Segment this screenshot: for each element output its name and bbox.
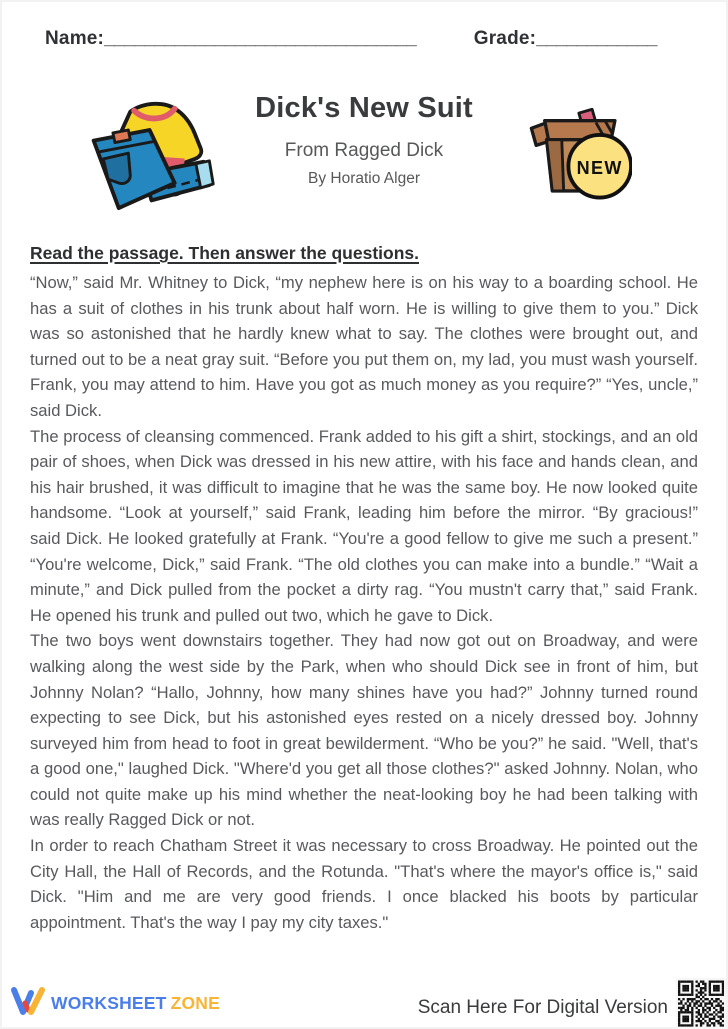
grade-field (474, 28, 657, 50)
clothes-bundle-icon (84, 98, 219, 221)
subtitle: From Ragged Dick (284, 140, 444, 161)
new-box-icon (520, 101, 632, 208)
new-badge-label: NEW (576, 157, 623, 178)
grade-label: Grade: (473, 28, 537, 49)
brand-worksheet: WORKSHEET (51, 993, 167, 1013)
byline: By Horatio Alger (308, 170, 420, 187)
name-line: _______________________________ (104, 28, 417, 49)
brand-zone: ZONE (170, 993, 220, 1013)
name-label: Name: (45, 28, 105, 49)
qr-code-svg (678, 980, 724, 1027)
name-field (45, 28, 416, 50)
footer (0, 975, 728, 1029)
grade-line: ____________ (536, 28, 657, 49)
passage-section (30, 243, 698, 935)
worksheetzone-w-icon (10, 985, 46, 1022)
name-grade-row (45, 28, 657, 50)
scan-text: Scan Here For Digital Version (417, 997, 668, 1018)
passage-paragraph-3: The two boys went downstairs together. They had now got out on Broadway, and were walking along the west side by the Park, when who should Dick see in front of him, but Johnny Nolan? “Hallo, Johnny, how many shines have you had?” Johnny turned round expecting to see Dick, but his astonished eyes rested on a nicely dressed boy. Johnny surveyed him from head to foot in great bewilderment. “Who be you?” he said. "Well, that's a good one," laughed Dick. "Where'd you get all those clothes?" asked Johnny. Nolan, who could not quite make up his mind whether the neat-looking boy he had been talking with was really Ragged Dick or not. (30, 631, 698, 830)
passage-paragraph-4: In order to reach Chatham Street it was necessary to cross Broadway. He pointed out the City Hall, the Hall of Records, and the Rotunda. "That's where the mayor's office is," said Dick. "Him and me are very good friends. I once blacked his boots by particular appointment. That's the way I pay my city taxes." (30, 836, 698, 932)
passage-paragraph-2: The process of cleansing commenced. Frank added to his gift a shirt, stockings, and an old pair of shoes, when Dick was dressed in his new attire, with his face and hands clean, and his hair brushed, it was difficult to imagine that he was the same boy. He now looked quite handsome. “Look at yourself,” said Frank, leading him before the mirror. “By gracious!” said Dick. He looked gratefully at Frank. “You're a good fellow to give me such a present.” “You're welcome, Dick,” said Frank. “The old clothes you can make into a bundle.” “Wait a minute,” and Dick pulled from the pocket a dirty rag. “You mustn't carry that,” said Frank. He opened his trunk and pulled out two, which he gave to Dick. (30, 426, 698, 625)
qr-code (676, 978, 726, 1029)
worksheetzone-logo (10, 985, 220, 1022)
instruction-heading: Read the passage. Then answer the questions. (30, 243, 419, 263)
passage-paragraph-1: “Now,” said Mr. Whitney to Dick, “my nephew here is on his way to a boarding school. He has a suit of clothes in his trunk about half worn. He is willing to give them to you.” Dick was so astonished that he hardly knew what to say. The clothes were brought out, and turned out to be a neat gray suit. “Before you put them on, my lad, you must wash yourself. Frank, you may attend to him. Have you got as much money as you require?” “Yes, uncle,” said Dick. (30, 273, 698, 420)
page-title: Dick's New Suit (255, 92, 473, 124)
